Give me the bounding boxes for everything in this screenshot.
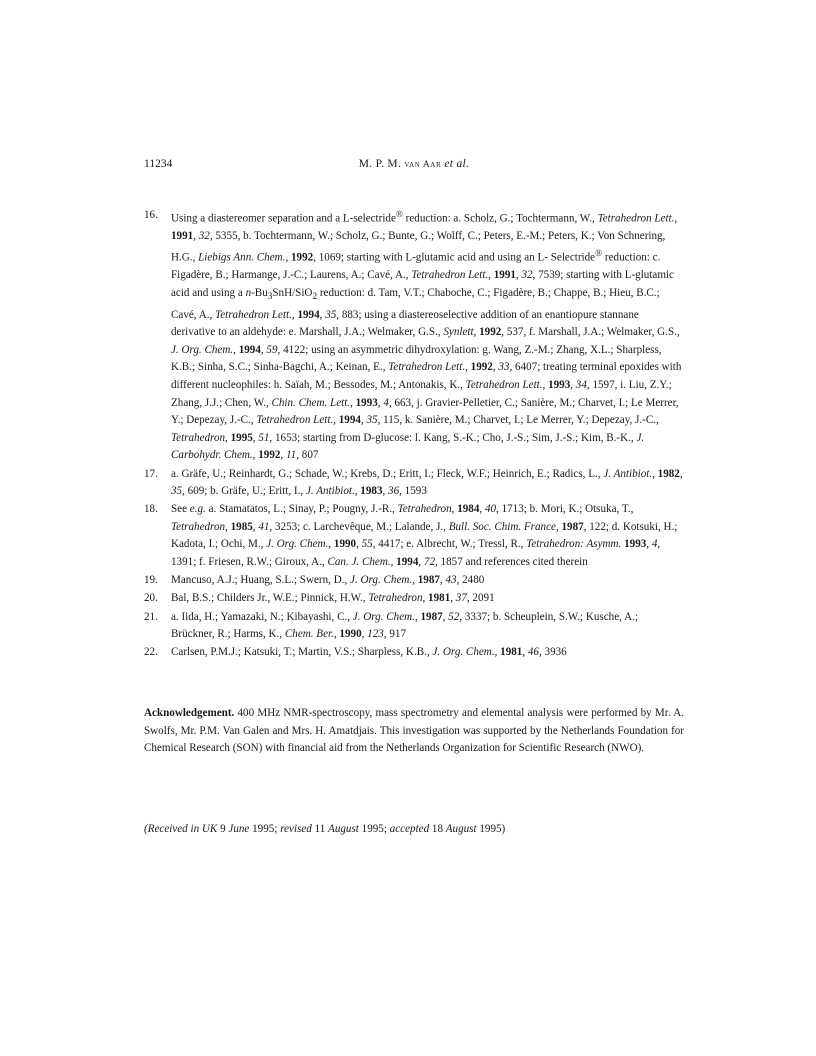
- reference-text: 1992: [291, 251, 314, 264]
- page-number: 11234: [144, 158, 173, 170]
- reference-text: -glutamic acid and using a: [171, 269, 674, 299]
- reference-list: [144, 207, 684, 663]
- reference-text: 32: [198, 230, 210, 243]
- reference-text: ,: [542, 378, 549, 391]
- reference-text: ,: [492, 361, 499, 374]
- reference-text: ,: [382, 485, 389, 498]
- reference-text: , 7539; starting with: [532, 269, 625, 282]
- reference-text: , 917: [383, 628, 406, 641]
- received-text: June: [228, 823, 250, 835]
- reference-text: ,: [333, 414, 339, 427]
- reference-text: Using a diastereomer separation and a: [171, 212, 343, 225]
- reference-text: J. Org. Chem.: [171, 343, 234, 356]
- reference-text: Tetrahedron: [171, 431, 226, 444]
- reference-item: [144, 501, 684, 571]
- acknowledgement-text: 400 MHz NMR-spectroscopy, mass spectrometry and elemental analysis were performed by Mr. A. Swolfs, Mr. P.M. Van Galen and Mrs. H. Amatdjais. This investigation was supported by the Netherlands Foundation for Chemical Research (SON) with financial aid from the Netherlands Organization for Scientific Research (NWO).: [144, 707, 684, 755]
- reference-text: Chem. Ber.: [284, 628, 334, 641]
- reference-text: 35: [366, 414, 378, 427]
- reference-text: ,: [442, 610, 449, 623]
- reference-text: 1987: [561, 520, 584, 533]
- reference-text: Can. J. Chem.: [327, 556, 391, 569]
- reference-text: 3: [267, 291, 273, 302]
- reference-text: ,: [450, 592, 456, 605]
- reference-text: 1993: [624, 538, 647, 551]
- reference-text: J. Antibiot.: [305, 485, 355, 498]
- reference-text: n: [245, 286, 252, 299]
- reference-text: ,: [674, 212, 678, 225]
- reference-text: 36: [388, 485, 400, 498]
- reference-text: J. Org. Chem.: [266, 538, 329, 551]
- received-text: August: [328, 823, 359, 835]
- received-dates: [144, 823, 684, 835]
- reference-text: Synlett: [443, 326, 474, 339]
- reference-text: ,: [412, 574, 418, 587]
- reference-text: 1987: [417, 574, 440, 587]
- acknowledgement-paragraph: [144, 705, 684, 758]
- reference-text: reduction: c. Figadère, B.; Harmange, J.-C.; Laurens, A.; Cavé, A.,: [171, 251, 661, 282]
- reference-text: , 1391; f. Friesen, R.W.; Giroux, A.,: [171, 538, 661, 569]
- reference-text: 11: [285, 449, 297, 462]
- reference-text: , 4122; using an asymmetric dihydroxylation: g. Wang, Z.-M.; Zhang, X.L.; Sharpless, K.B.; Sinha, S.C.; Sinha-Bagchi, A.; Keinan, E.,: [171, 343, 662, 374]
- reference-text: -glutamic acid and using an L- Selectride: [412, 251, 596, 264]
- reference-text: ,: [291, 308, 298, 321]
- reference-text: , 3253; c. Larchevêque, M.; Lalande, J.,: [269, 520, 449, 533]
- reference-text: ,: [252, 449, 259, 462]
- received-text: 9: [217, 823, 229, 835]
- reference-text: a. Gräfe, U.; Reinhardt, G.; Schade, W.; Krebs, D.; Eritt, I.; Fleck, W.F.; Heinrich, E.; Radics, L.,: [171, 467, 604, 480]
- reference-text: ,: [418, 556, 424, 569]
- page-header: [144, 158, 684, 176]
- reference-item: [144, 644, 684, 662]
- reference-text: ®: [595, 248, 603, 259]
- reference-text: ,: [356, 538, 362, 551]
- reference-text: ,: [439, 574, 446, 587]
- reference-text: Tetrahedron Lett.: [411, 269, 489, 282]
- reference-text: ,: [555, 520, 562, 533]
- reference-text: J. Org. Chem.: [350, 574, 413, 587]
- reference-text: ,: [252, 431, 259, 444]
- reference-text: 1985: [230, 520, 253, 533]
- reference-text: J. Org. Chem.: [432, 646, 495, 659]
- reference-text: , 1857 and references cited therein: [435, 556, 588, 569]
- reference-text: ,: [515, 269, 522, 282]
- received-text: August: [445, 823, 477, 835]
- reference-number: 16.: [144, 209, 158, 221]
- reference-text: -glucose: l. Kang, S.-K.; Cho, J.-S.; Sim, J.-S.; Kim, B.-K.,: [371, 431, 637, 444]
- reference-text: e.g.: [189, 503, 206, 516]
- reference-text: See: [171, 503, 190, 516]
- reference-text: 55: [361, 538, 373, 551]
- reference-text: 52: [448, 610, 460, 623]
- reference-text: 1981: [428, 592, 451, 605]
- reference-text: J. Carbohydr. Chem.: [171, 431, 645, 462]
- reference-text: Tetrahedron: [397, 503, 452, 516]
- reference-text: -Bu: [251, 286, 268, 299]
- reference-text: L: [342, 212, 350, 225]
- reference-text: ,: [333, 628, 340, 641]
- reference-text: Tetrahedron Lett.: [215, 308, 292, 321]
- reference-text: ,: [328, 538, 334, 551]
- reference-text: , 1653; starting from: [269, 431, 364, 444]
- reference-text: 43: [445, 574, 457, 587]
- reference-text: ,: [679, 467, 683, 480]
- reference-text: 1994: [338, 414, 361, 427]
- reference-text: 35: [325, 308, 337, 321]
- reference-text: ,: [225, 431, 231, 444]
- reference-text: ,: [280, 449, 286, 462]
- reference-text: 1983: [360, 485, 383, 498]
- reference-number: 22.: [144, 646, 158, 659]
- reference-number: 19.: [144, 574, 158, 587]
- reference-text: Tetrahedron Lett.: [597, 212, 675, 225]
- reference-text: , 1713; b. Mori, K.; Otsuka, T.,: [496, 503, 634, 516]
- reference-text: Carlsen, P.M.J.; Katsuki, T.; Martin, V.S.; Sharpless, K.B.,: [171, 646, 433, 659]
- reference-text: Liebigs Ann. Chem.: [198, 251, 286, 264]
- reference-text: L: [405, 251, 413, 264]
- reference-text: 40: [484, 503, 497, 516]
- reference-text: ,: [350, 396, 356, 409]
- reference-text: D: [363, 431, 372, 444]
- reference-text: ,: [451, 503, 458, 516]
- running-title-et-al: et al.: [441, 158, 470, 170]
- reference-text: 1993: [355, 396, 378, 409]
- reference-text: -selectride: [349, 212, 396, 225]
- reference-text: ,: [522, 646, 528, 659]
- reference-text: 33: [498, 361, 510, 374]
- running-title: [144, 158, 684, 170]
- reference-text: , 807: [296, 449, 319, 462]
- reference-text: 1992: [470, 361, 493, 374]
- reference-number: 17.: [144, 467, 158, 480]
- received-text: 1995;: [358, 823, 390, 835]
- reference-text: ,: [193, 230, 199, 243]
- reference-text: Bull. Soc. Chim. France: [448, 520, 556, 533]
- reference-text: , 6407; treating terminal epoxides with different nucleophiles: h. Saïah, M.; Bessodes, M.; Antonakis, K.,: [171, 361, 682, 391]
- reference-text: 59: [266, 343, 278, 356]
- reference-item: [144, 609, 684, 644]
- reference-text: Tetrahedron Lett.: [388, 361, 466, 374]
- reference-text: 1990: [333, 538, 357, 551]
- reference-text: Tetrahedron: [368, 592, 423, 605]
- reference-text: ,: [319, 308, 326, 321]
- reference-text: Tetrahedron Lett.: [256, 414, 334, 427]
- reference-text: ,: [390, 556, 397, 569]
- reference-text: ,: [225, 520, 231, 533]
- reference-text: ,: [260, 343, 267, 356]
- reference-text: , 883; using a diastereoselective addition of an enantiopure stannane derivative to an aldehyde: e. Marshall, J.A.; Welmaker, G.S.,: [171, 308, 639, 339]
- reference-text: 4: [383, 396, 389, 409]
- reference-text: ,: [488, 269, 494, 282]
- reference-text: Tetrahedron Lett.: [465, 378, 543, 391]
- reference-text: ,: [233, 343, 239, 356]
- reference-number: 20.: [144, 592, 158, 605]
- reference-text: ,: [646, 538, 652, 551]
- reference-text: 4: [651, 538, 658, 551]
- reference-text: , 2091: [466, 592, 495, 605]
- reference-text: ,: [479, 503, 485, 516]
- received-text: (Received in UK: [144, 823, 218, 835]
- received-text: revised: [280, 823, 312, 835]
- reference-text: ,: [652, 467, 658, 480]
- reference-text: ,: [414, 610, 421, 623]
- reference-text: 46: [527, 646, 539, 659]
- reference-text: ,: [422, 592, 429, 605]
- reference-text: 51: [258, 431, 270, 444]
- reference-text: ®: [395, 210, 403, 220]
- reference-text: 1990: [339, 628, 362, 641]
- running-title-authors: M. P. M.: [358, 158, 405, 170]
- reference-text: 1987: [420, 610, 443, 623]
- reference-text: L: [624, 269, 632, 282]
- reference-text: 1991: [171, 230, 194, 243]
- reference-text: 41: [258, 520, 270, 533]
- received-text: 1995;: [249, 823, 281, 835]
- reference-text: 1993: [548, 378, 571, 391]
- reference-text: ,: [361, 628, 368, 641]
- reference-text: 1991: [493, 269, 516, 282]
- reference-text: , 1593: [399, 485, 427, 498]
- reference-text: , 1597, i. Liu, Z.Y.; Zhang, J.J.; Chen, W.,: [171, 378, 672, 409]
- reference-text: , 609; b. Gräfe, U.; Eritt, I.,: [182, 485, 306, 498]
- reference-text: a. Iida, H.; Yamazaki, N.; Kibayashi, C.,: [171, 610, 353, 623]
- reference-text: ,: [465, 361, 471, 374]
- reference-text: ,: [360, 414, 367, 427]
- reference-item: [144, 466, 684, 501]
- reference-text: ,: [377, 396, 384, 409]
- acknowledgement-heading: Acknowledgement.: [144, 707, 235, 719]
- reference-number: 18.: [144, 503, 158, 516]
- reference-text: a. Stamatatos, L.; Sinay, P.; Pougny, J.-R.,: [205, 503, 398, 516]
- reference-text: , 2480: [456, 574, 485, 587]
- reference-text: 1992: [258, 449, 281, 462]
- reference-text: 1995: [230, 431, 253, 444]
- reference-text: 2: [312, 291, 318, 302]
- reference-number: 21.: [144, 610, 158, 623]
- reference-text: SnH/SiO: [272, 286, 313, 299]
- reference-text: , 115, k. Sanière, M.; Charvet, I.; Le Merrer, Y.; Depezay, J.-C.,: [377, 414, 659, 427]
- reference-text: 1994: [238, 343, 261, 356]
- reference-text: Tetrahedron: Asymm.: [526, 538, 622, 551]
- received-text: 1995): [476, 823, 506, 835]
- reference-text: 1981: [500, 646, 523, 659]
- reference-text: , 122; d. Kotsuki, H.; Kadota, I.; Ochi, M.,: [171, 520, 678, 551]
- reference-text: Chin. Chem. Lett.: [271, 396, 351, 409]
- received-text: accepted: [389, 823, 430, 835]
- reference-text: , 5355, b. Tochtermann, W.; Scholz, G.; Bunte, G.; Wolff, C.; Peters, E.-M.; Peters, K.; Von Schnering, H.G.,: [171, 230, 666, 264]
- reference-text: 72: [423, 556, 435, 569]
- reference-text: ,: [473, 326, 480, 339]
- reference-text: 1994: [396, 556, 419, 569]
- received-text: 18: [429, 823, 446, 835]
- reference-text: , 3337; b. Scheuplein, S.W.; Kusche, A.; Brückner, R.; Harms, K.,: [171, 610, 638, 641]
- reference-text: reduction: a. Scholz, G.; Tochtermann, W.,: [402, 212, 598, 225]
- reference-text: ,: [494, 646, 501, 659]
- reference-text: J. Org. Chem.: [352, 610, 415, 623]
- reference-text: 35: [171, 485, 183, 498]
- reference-text: Mancuso, A.J.; Huang, S.L.; Swern, D.,: [171, 574, 351, 587]
- reference-item: [144, 572, 684, 590]
- running-title-surname: van Aar: [404, 160, 442, 170]
- reference-text: 1984: [457, 503, 480, 516]
- reference-text: Tetrahedron: [171, 520, 226, 533]
- reference-text: , 663, j. Gravier-Pelletier, C.; Sanière, M.; Charvet, I.; Le Merrer, Y.; Depezay, J.-C.,: [171, 396, 679, 427]
- reference-text: ,: [285, 251, 291, 264]
- received-text: 11: [311, 823, 329, 835]
- reference-text: , 537, f. Marshall, J.A.; Welmaker, G.S.,: [501, 326, 680, 339]
- reference-text: ,: [252, 520, 259, 533]
- reference-text: 1982: [657, 467, 680, 480]
- reference-text: 32: [521, 269, 533, 282]
- reference-text: 34: [575, 378, 587, 391]
- reference-text: J. Antibiot.: [603, 467, 653, 480]
- reference-text: , 1069; starting with: [313, 251, 406, 264]
- reference-text: , 3936: [538, 646, 567, 659]
- reference-item: [144, 207, 684, 465]
- reference-text: ,: [570, 378, 576, 391]
- reference-item: [144, 590, 684, 608]
- reference-text: 1994: [297, 308, 320, 321]
- reference-text: Bal, B.S.; Childers Jr., W.E.; Pinnick, H.W.,: [171, 592, 369, 605]
- reference-text: , 4417; e. Albrecht, W.; Tressl, R.,: [372, 538, 527, 551]
- reference-text: 1992: [479, 326, 502, 339]
- reference-text: ,: [354, 485, 361, 498]
- reference-text: 37: [455, 592, 467, 605]
- reference-text: reduction: d. Tam, V.T.; Chaboche, C.; Figadère, B.; Chappe, B.; Hieu, B.C.; Cavé, A.,: [171, 286, 660, 321]
- reference-text: 123: [367, 628, 384, 641]
